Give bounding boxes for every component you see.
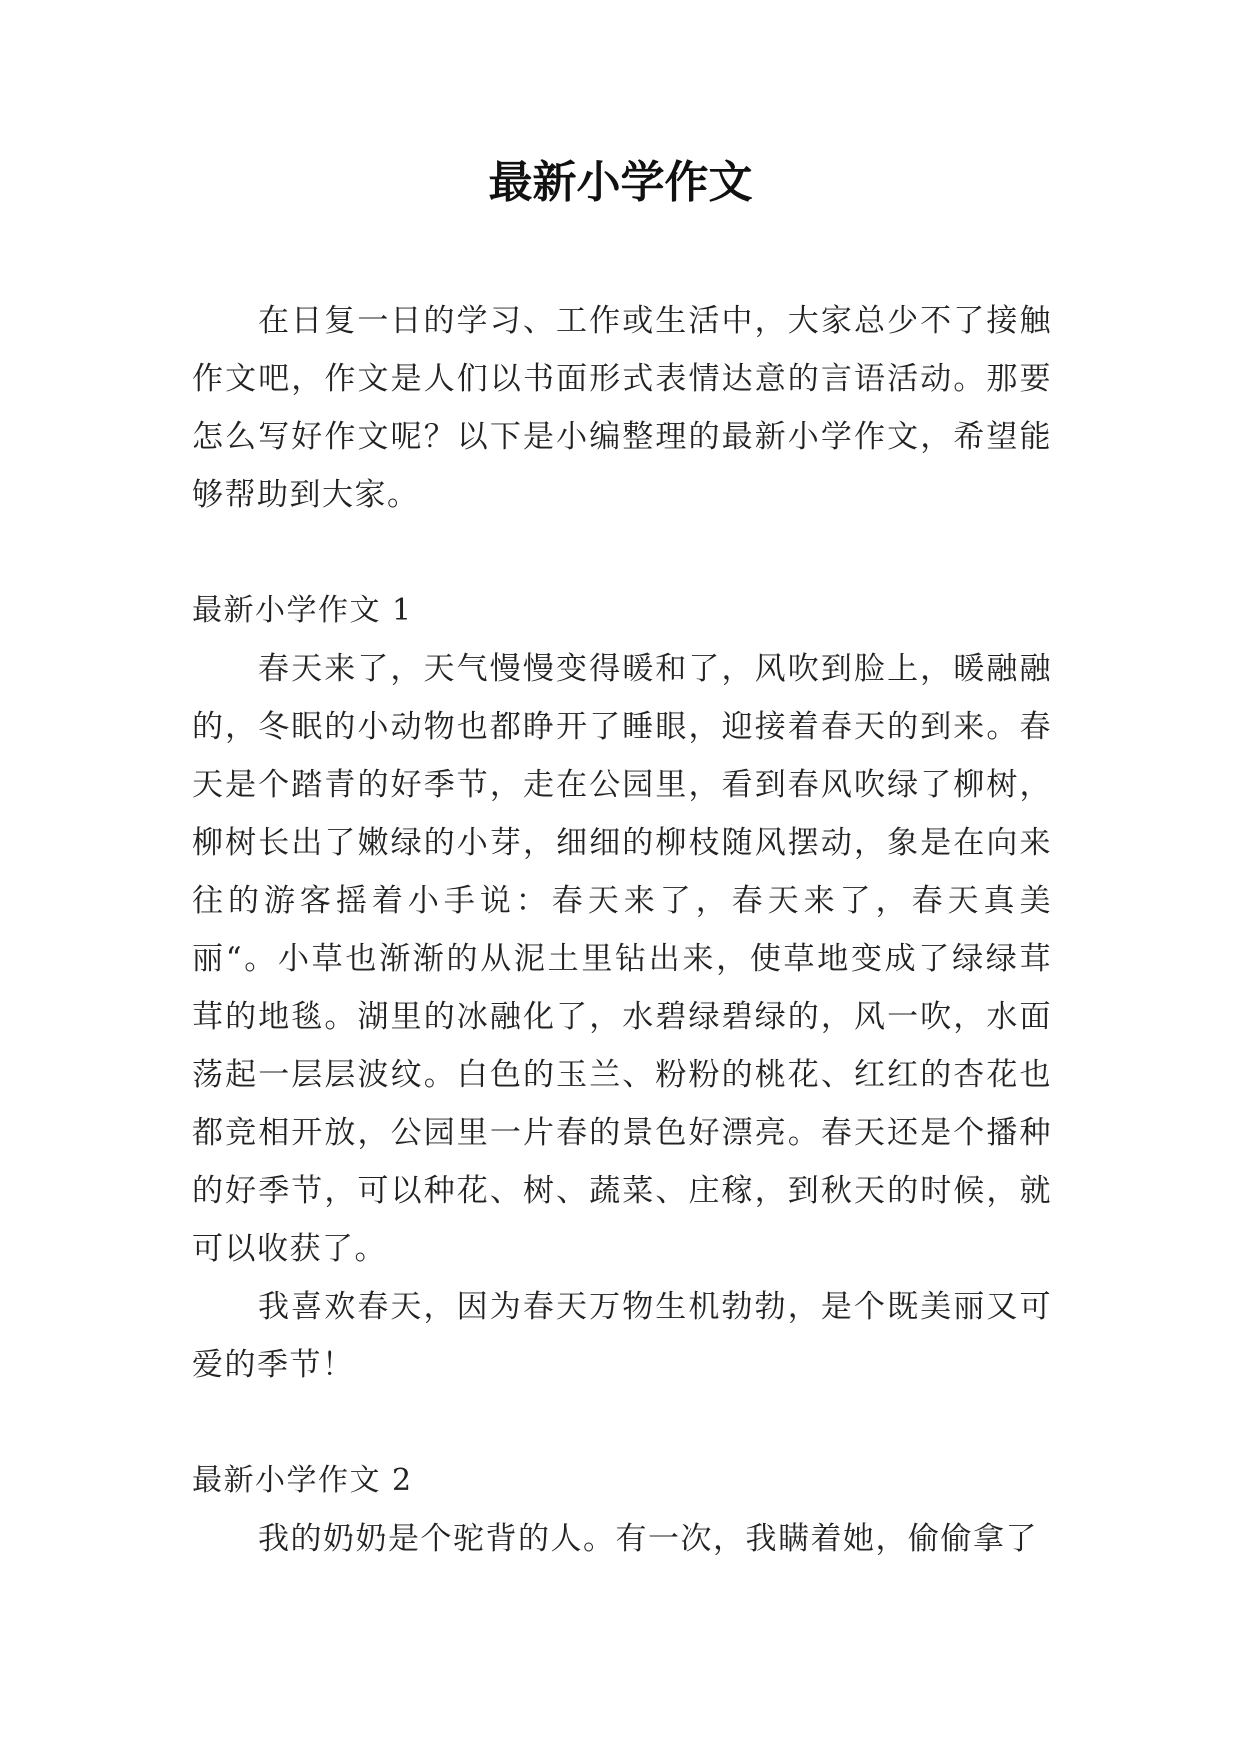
- intro-paragraph: 在日复一日的学习、工作或生活中，大家总少不了接触作文吧，作文是人们以书面形式表情达意的言语活动。那要怎么写好作文呢？以下是小编整理的最新小学作文，希望能够帮助到大家。: [192, 303, 1052, 513]
- section-heading-1: 最新小学作文 1: [192, 593, 413, 628]
- document-body: [192, 292, 1052, 1568]
- document-title: 最新小学作文: [488, 157, 753, 208]
- section-gap: [192, 524, 1052, 582]
- section-gap: [192, 1394, 1052, 1452]
- section-2-paragraph-1: 我的奶奶是个驼背的人。有一次，我瞒着她，偷偷拿了: [258, 1521, 1038, 1557]
- section-heading-2: 最新小学作文 2: [192, 1463, 413, 1498]
- section-1-paragraph-1: 春天来了，天气慢慢变得暖和了，风吹到脸上，暖融融的，冬眠的小动物也都睁开了睡眼，迎接着春天的到来。春天是个踏青的好季节，走在公园里，看到春风吹绿了柳树，柳树长出了嫩绿的小芽，细细的柳枝随风摆动，象是在向来往的游客摇着小手说：春天来了，春天来了，春天真美丽“。小草也渐渐的从泥土里钻出来，使草地变成了绿绿茸茸的地毯。湖里的冰融化了，水碧绿碧绿的，风一吹，水面荡起一层层波纹。白色的玉兰、粉粉的桃花、红红的杏花也都竞相开放，公园里一片春的景色好漂亮。春天还是个播种的好季节，可以种花、树、蔬菜、庄稼，到秋天的时候，就可以收获了。: [192, 651, 1052, 1267]
- section-1-paragraph-2: 我喜欢春天，因为春天万物生机勃勃，是个既美丽又可爱的季节！: [192, 1289, 1052, 1383]
